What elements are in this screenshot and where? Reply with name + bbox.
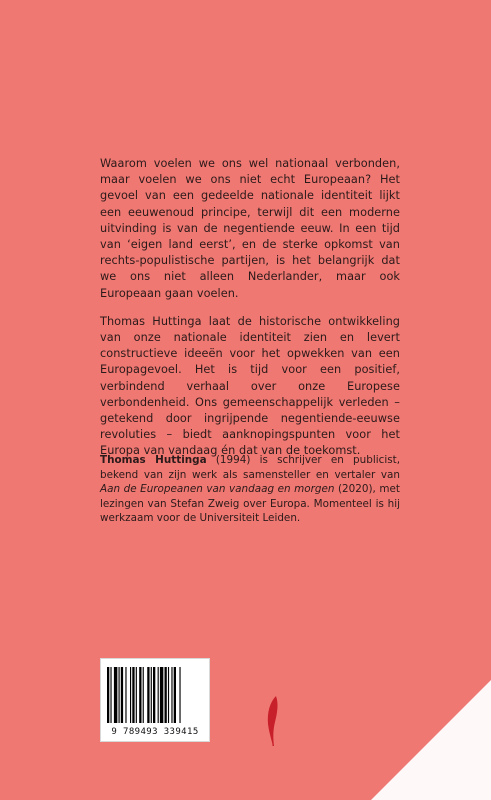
barcode-bars: [107, 667, 203, 723]
blurb-paragraph-1: Waarom voelen we ons wel nationaal verbonden, maar voelen we ons niet echt Europeaan? Het gevoel van een gedeelde nationale identiteit lijkt een eeuwenoud principe, terwijl dit een moderne uitvinding is van de negentiende eeuw. In een tijd van ‘eigen land eerst’, en de sterke opkomst van rechts-populistische partijen, is het belangrijk dat we ons niet alleen Nederlander, maar ook Europeaan gaan voelen.: [100, 157, 400, 300]
bio-text-1: (1994) is schrijver en publicist, bekend van zijn werk als samensteller en vertaler van: [100, 454, 400, 481]
corner-page-fold: [371, 680, 491, 800]
bio-text-2: (2020), met lezingen van Stefan Zweig over Europa. Momenteel is hij werkzaam voor de Universiteit Leiden.: [100, 483, 400, 525]
author-name: Thomas Huttinga: [100, 454, 207, 466]
blurb-text: [100, 156, 400, 472]
feather-quill-icon: [264, 694, 282, 748]
publisher-logo: [264, 694, 282, 752]
blurb-paragraph-2: Thomas Huttinga laat de historische ontwikkeling van onze nationale identiteit zien en levert constructieve ideeën voor het opwekken van een Europagevoel. Het is tijd voor een positief, verbindend verhaal over onze Europese verbondenheid. Ons gemeenschappelijk verleden – getekend door ingrijpende negentiende-eeuwse revoluties – biedt aanknopingspunten voor het Europa van vandaag én dat van de toekomst.: [100, 314, 400, 458]
book-title: Aan de Europeanen van vandaag en morgen: [100, 483, 335, 496]
author-bio: [100, 453, 400, 526]
barcode: [100, 658, 210, 742]
isbn-number: 9 789493 339415: [111, 727, 199, 737]
